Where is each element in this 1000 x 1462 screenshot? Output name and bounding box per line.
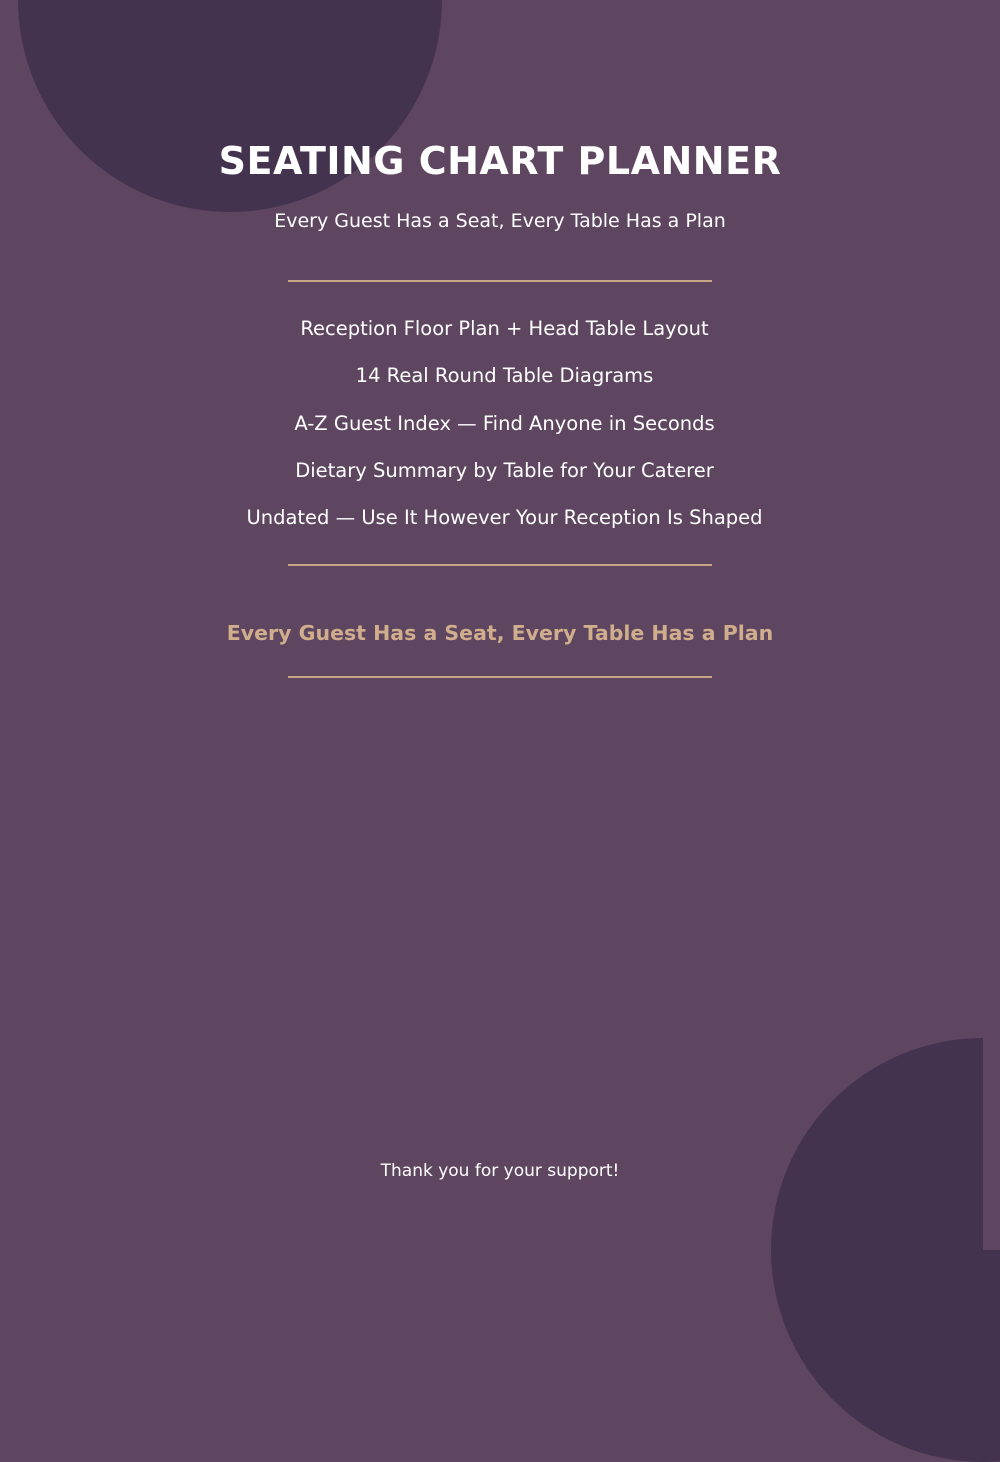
- tagline: Every Guest Has a Seat, Every Table Has a Plan: [226, 621, 774, 645]
- divider-top: [288, 280, 712, 282]
- feature-list: [0, 316, 1000, 552]
- decorative-circle-bottom-right: [771, 1038, 1000, 1462]
- page-subtitle: Every Guest Has a Seat, Every Table Has a Plan: [274, 210, 726, 232]
- footer-thank-you: Thank you for your support!: [380, 1161, 620, 1181]
- feature-item: Undated — Use It However Your Reception Is Shaped: [246, 506, 763, 530]
- divider-middle: [288, 564, 712, 566]
- feature-item: 14 Real Round Table Diagrams: [355, 364, 654, 388]
- feature-item: Reception Floor Plan + Head Table Layout: [300, 317, 709, 340]
- page-title: SEATING CHART PLANNER: [218, 139, 782, 183]
- feature-item: A-Z Guest Index — Find Anyone in Seconds: [294, 411, 715, 435]
- feature-item: Dietary Summary by Table for Your Caterer: [295, 458, 714, 482]
- divider-bottom: [288, 676, 712, 678]
